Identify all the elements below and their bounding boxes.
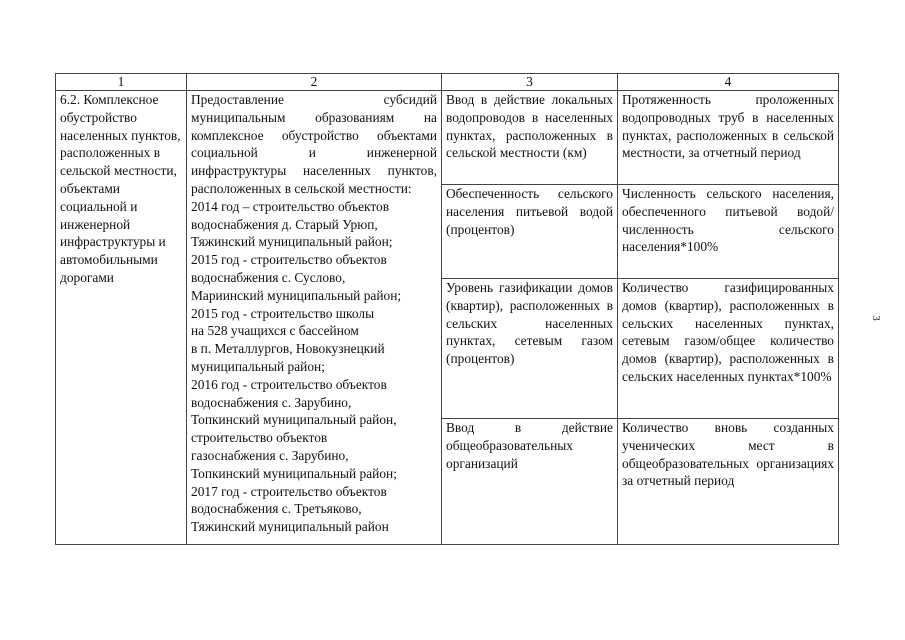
measure-item-line: 2015 год - строительство объектов xyxy=(191,252,387,268)
indicator-cell: Ввод в действие локальных водопроводов в населенных пунктах, расположенных в сельской местности (км) xyxy=(442,91,618,185)
header-cell-4: 4 xyxy=(618,74,839,91)
page-number: 3 xyxy=(869,315,882,321)
measure-item-line: Тяжинский муниципальный район; xyxy=(191,234,393,250)
indicator-cell: Уровень газификации домов (квартир), расположенных в сельских населенных пунктах, сетевым газом (процентов) xyxy=(442,279,618,419)
measure-item-line: 2015 год - строительство школы xyxy=(191,305,375,321)
measure-item-line: строительство объектов xyxy=(191,430,328,446)
measure-item-line: Тяжинский муниципальный район xyxy=(191,519,389,535)
measure-item-line: 2016 год - строительство объектов xyxy=(191,376,387,392)
method-cell: Количество вновь созданных ученических мест в общеобразовательных организациях за отчетный период xyxy=(618,419,839,545)
measure-item-line: муниципальный район; xyxy=(191,358,325,374)
measure-item-line: газоснабжения с. Зарубино, xyxy=(191,447,349,463)
indicator-cell: Обеспеченность сельского населения питьевой водой (процентов) xyxy=(442,185,618,279)
measure-item-line: Мариинский муниципальный район; xyxy=(191,287,402,303)
measure-item-line: водоснабжения с. Третьяково, xyxy=(191,501,362,517)
measure-intro: Предоставление субсидий муниципальным образованиям на комплексное обустройство объектами социальной и инженерной инфраструктуры населенных пунктов, расположенных в сельской местности: xyxy=(191,92,437,196)
measure-name-cell xyxy=(56,91,187,545)
measure-description-cell xyxy=(187,91,442,545)
header-cell-1: 1 xyxy=(56,74,187,91)
indicator-cell: Ввод в действие общеобразовательных организаций xyxy=(442,419,618,545)
header-cell-2: 2 xyxy=(187,74,442,91)
method-cell: Количество газифицированных домов (квартир), расположенных в сельских населенных пунктах, сетевым газом/общее количество домов (квартир), расположенных в сельских населенных пунктах*100% xyxy=(618,279,839,419)
measure-item-line: 2017 год - строительство объектов xyxy=(191,483,387,499)
header-cell-3: 3 xyxy=(442,74,618,91)
measure-items xyxy=(191,198,437,536)
measure-name: 6.2. Комплексное обустройство населенных пунктов, расположенных в сельской местности, объектами социальной и инженерной инфраструктуры и автомобильными дорогами xyxy=(60,92,181,285)
measure-item-line: на 528 учащихся с бассейном xyxy=(191,323,359,339)
table-row xyxy=(56,91,839,185)
measure-item-line: водоснабжения с. Суслово, xyxy=(191,269,346,285)
measure-item-line: Топкинский муниципальный район; xyxy=(191,465,397,481)
measure-item-line: водоснабжения д. Старый Урюп, xyxy=(191,216,378,232)
measure-item-line: в п. Металлургов, Новокузнецкий xyxy=(191,341,385,357)
measure-item-line: водоснабжения с. Зарубино, xyxy=(191,394,352,410)
header-row xyxy=(56,74,839,91)
measure-item-line: 2014 год – строительство объектов xyxy=(191,198,390,214)
program-table xyxy=(55,73,839,545)
method-cell: Протяженность проложенных водопроводных труб в населенных пунктах, расположенных в сельской местности, за отчетный период xyxy=(618,91,839,185)
method-cell: Численность сельского населения, обеспеченного питьевой водой/численность сельского населения*100% xyxy=(618,185,839,279)
measure-item-line: Топкинский муниципальный район, xyxy=(191,412,397,428)
